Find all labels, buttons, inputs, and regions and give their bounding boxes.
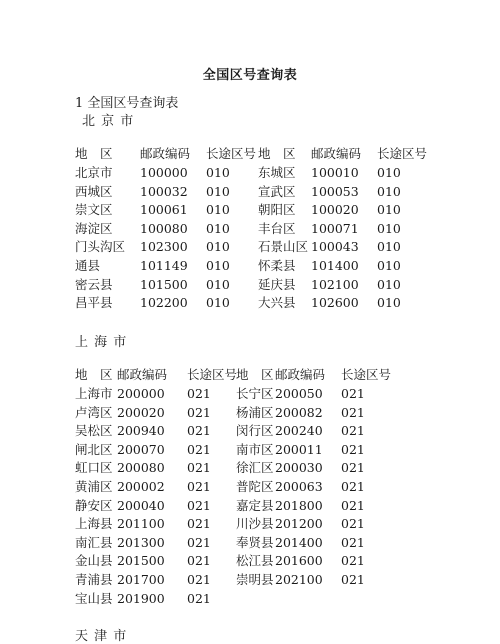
- shanghai-cell-area-2: 闵行区: [236, 423, 274, 439]
- shanghai-cell-postcode: 200020: [117, 404, 165, 420]
- beijing-cell-areacode-2: 010: [377, 202, 401, 218]
- shanghai-cell-postcode-2: 200050: [275, 386, 323, 401]
- beijing-cell-areacode: 010: [206, 220, 230, 236]
- shanghai-cell-area-2: 徐汇区: [236, 460, 274, 476]
- beijing-cell-areacode: 010: [206, 202, 230, 218]
- beijing-cell-postcode-2: 101400: [311, 258, 359, 273]
- shanghai-header-area-2: 地 区: [236, 367, 274, 382]
- shanghai-cell-area: 金山县: [75, 553, 113, 569]
- city-heading-shanghai: 上 海 市: [75, 335, 128, 350]
- shanghai-cell-area: 青浦县: [75, 572, 113, 587]
- beijing-cell-areacode-2: 010: [377, 220, 401, 236]
- beijing-header-area-2: 地 区: [258, 146, 296, 161]
- beijing-cell-postcode: 102300: [140, 239, 188, 255]
- shanghai-cell-areacode: 021: [187, 553, 211, 569]
- shanghai-cell-areacode: 021: [187, 590, 211, 606]
- shanghai-cell-area: 静安区: [75, 497, 113, 513]
- shanghai-cell-areacode: 021: [187, 479, 211, 494]
- shanghai-cell-postcode: 201300: [117, 534, 165, 550]
- shanghai-cell-postcode-2: 200240: [275, 423, 323, 439]
- shanghai-cell-postcode-2: 200063: [275, 479, 323, 494]
- shanghai-cell-areacode: 021: [187, 386, 211, 401]
- shanghai-cell-area-2: 长宁区: [236, 386, 274, 401]
- shanghai-cell-areacode-2: 021: [341, 441, 365, 457]
- shanghai-header-area: 地 区: [75, 367, 113, 382]
- shanghai-cell-postcode-2: 201400: [275, 534, 323, 550]
- shanghai-cell-area: 南汇县: [75, 534, 113, 550]
- shanghai-cell-areacode-2: 021: [341, 386, 365, 401]
- shanghai-header-areacode: 长途区号: [187, 367, 238, 382]
- shanghai-cell-area-2: 奉贤县: [236, 534, 274, 550]
- shanghai-cell-area: 上海市: [75, 386, 113, 401]
- beijing-cell-postcode-2: 100053: [311, 183, 359, 199]
- shanghai-cell-postcode: 201100: [117, 516, 165, 532]
- beijing-cell-postcode: 100000: [140, 165, 188, 180]
- beijing-cell-areacode-2: 010: [377, 183, 401, 199]
- beijing-cell-area: 崇文区: [75, 202, 113, 218]
- shanghai-cell-postcode-2: 200011: [275, 441, 323, 457]
- beijing-header-postcode-2: 邮政编码: [311, 146, 362, 161]
- shanghai-cell-postcode: 200940: [117, 423, 165, 439]
- beijing-cell-area: 密云县: [75, 276, 113, 292]
- beijing-cell-postcode-2: 100043: [311, 239, 359, 255]
- shanghai-cell-area: 宝山县: [75, 590, 113, 606]
- shanghai-cell-area-2: 松江县: [236, 553, 274, 569]
- beijing-cell-postcode-2: 100020: [311, 202, 359, 218]
- beijing-cell-area-2: 怀柔县: [258, 258, 296, 273]
- shanghai-cell-postcode: 200040: [117, 497, 165, 513]
- shanghai-cell-area: 卢湾区: [75, 404, 113, 420]
- beijing-cell-postcode: 101500: [140, 276, 188, 292]
- shanghai-cell-areacode-2: 021: [341, 516, 365, 532]
- city-heading-tianjin: 天 津 市: [75, 629, 128, 644]
- beijing-cell-area: 昌平县: [75, 295, 113, 311]
- beijing-cell-area-2: 石景山区: [258, 239, 309, 255]
- beijing-cell-area-2: 宣武区: [258, 183, 296, 199]
- section-heading: 1 全国区号查询表: [75, 96, 179, 111]
- beijing-cell-areacode: 010: [206, 165, 230, 180]
- beijing-cell-area-2: 朝阳区: [258, 202, 296, 218]
- beijing-cell-areacode: 010: [206, 183, 230, 199]
- beijing-cell-area: 通县: [75, 258, 101, 273]
- beijing-cell-area-2: 大兴县: [258, 295, 296, 311]
- city-heading-beijing: 北 京 市: [82, 114, 135, 129]
- shanghai-cell-area-2: 普陀区: [236, 479, 274, 494]
- shanghai-cell-area-2: 嘉定县: [236, 497, 274, 513]
- shanghai-cell-areacode-2: 021: [341, 572, 365, 587]
- shanghai-cell-areacode-2: 021: [341, 404, 365, 420]
- beijing-cell-postcode: 102200: [140, 295, 188, 311]
- shanghai-cell-postcode: 200000: [117, 386, 165, 401]
- beijing-cell-area: 北京市: [75, 165, 113, 180]
- shanghai-cell-postcode-2: 201600: [275, 553, 323, 569]
- shanghai-cell-postcode: 201700: [117, 572, 165, 587]
- beijing-cell-area-2: 丰台区: [258, 220, 296, 236]
- shanghai-cell-area: 闸北区: [75, 441, 113, 457]
- shanghai-cell-areacode: 021: [187, 572, 211, 587]
- beijing-cell-areacode-2: 010: [377, 165, 401, 180]
- beijing-cell-area: 西城区: [75, 183, 113, 199]
- shanghai-cell-postcode-2: 201200: [275, 516, 323, 532]
- beijing-header-areacode-2: 长途区号: [377, 146, 428, 161]
- beijing-cell-postcode-2: 100071: [311, 220, 359, 236]
- shanghai-cell-postcode: 201500: [117, 553, 165, 569]
- shanghai-cell-area-2: 杨浦区: [236, 404, 274, 420]
- beijing-header-areacode: 长途区号: [206, 146, 257, 161]
- shanghai-cell-areacode-2: 021: [341, 534, 365, 550]
- beijing-cell-area: 门头沟区: [75, 239, 126, 255]
- beijing-cell-areacode: 010: [206, 258, 230, 273]
- shanghai-cell-area-2: 川沙县: [236, 516, 274, 532]
- shanghai-cell-postcode: 200070: [117, 441, 165, 457]
- beijing-cell-area-2: 东城区: [258, 165, 296, 180]
- shanghai-cell-areacode: 021: [187, 404, 211, 420]
- beijing-cell-postcode-2: 102600: [311, 295, 359, 311]
- shanghai-cell-area: 上海县: [75, 516, 113, 532]
- shanghai-cell-areacode: 021: [187, 441, 211, 457]
- shanghai-cell-postcode: 200002: [117, 479, 165, 494]
- beijing-cell-areacode-2: 010: [377, 295, 401, 311]
- beijing-cell-postcode: 100032: [140, 183, 188, 199]
- shanghai-cell-areacode-2: 021: [341, 423, 365, 439]
- shanghai-cell-areacode-2: 021: [341, 553, 365, 569]
- beijing-cell-areacode-2: 010: [377, 276, 401, 292]
- beijing-cell-postcode-2: 100010: [311, 165, 359, 180]
- shanghai-cell-postcode-2: 201800: [275, 497, 323, 513]
- beijing-header-postcode: 邮政编码: [140, 146, 191, 161]
- shanghai-cell-postcode-2: 202100: [275, 572, 323, 587]
- beijing-cell-areacode: 010: [206, 239, 230, 255]
- beijing-cell-areacode-2: 010: [377, 239, 401, 255]
- shanghai-header-postcode: 邮政编码: [117, 367, 168, 382]
- shanghai-cell-areacode: 021: [187, 423, 211, 439]
- shanghai-cell-postcode: 201900: [117, 590, 165, 606]
- document-title: 全国区号查询表: [202, 68, 298, 83]
- beijing-cell-areacode: 010: [206, 276, 230, 292]
- shanghai-cell-area: 黄浦区: [75, 479, 113, 494]
- beijing-cell-postcode-2: 102100: [311, 276, 359, 292]
- shanghai-cell-areacode: 021: [187, 534, 211, 550]
- shanghai-cell-areacode: 021: [187, 460, 211, 476]
- shanghai-cell-postcode-2: 200030: [275, 460, 323, 476]
- shanghai-header-postcode-2: 邮政编码: [275, 367, 326, 382]
- shanghai-cell-areacode-2: 021: [341, 460, 365, 476]
- beijing-cell-area-2: 延庆县: [258, 276, 296, 292]
- shanghai-cell-area-2: 崇明县: [236, 572, 274, 587]
- beijing-cell-postcode: 100080: [140, 220, 188, 236]
- shanghai-cell-areacode-2: 021: [341, 479, 365, 494]
- shanghai-header-areacode-2: 长途区号: [341, 367, 392, 382]
- shanghai-cell-postcode-2: 200082: [275, 404, 323, 420]
- shanghai-cell-areacode-2: 021: [341, 497, 365, 513]
- beijing-cell-postcode: 100061: [140, 202, 188, 218]
- beijing-cell-postcode: 101149: [140, 258, 188, 273]
- shanghai-cell-postcode: 200080: [117, 460, 165, 476]
- shanghai-cell-areacode: 021: [187, 497, 211, 513]
- shanghai-cell-area-2: 南市区: [236, 441, 274, 457]
- beijing-header-area: 地 区: [75, 146, 113, 161]
- beijing-cell-areacode-2: 010: [377, 258, 401, 273]
- shanghai-cell-area: 虹口区: [75, 460, 113, 476]
- beijing-cell-area: 海淀区: [75, 220, 113, 236]
- shanghai-cell-areacode: 021: [187, 516, 211, 532]
- shanghai-cell-area: 吴松区: [75, 423, 113, 439]
- beijing-cell-areacode: 010: [206, 295, 230, 311]
